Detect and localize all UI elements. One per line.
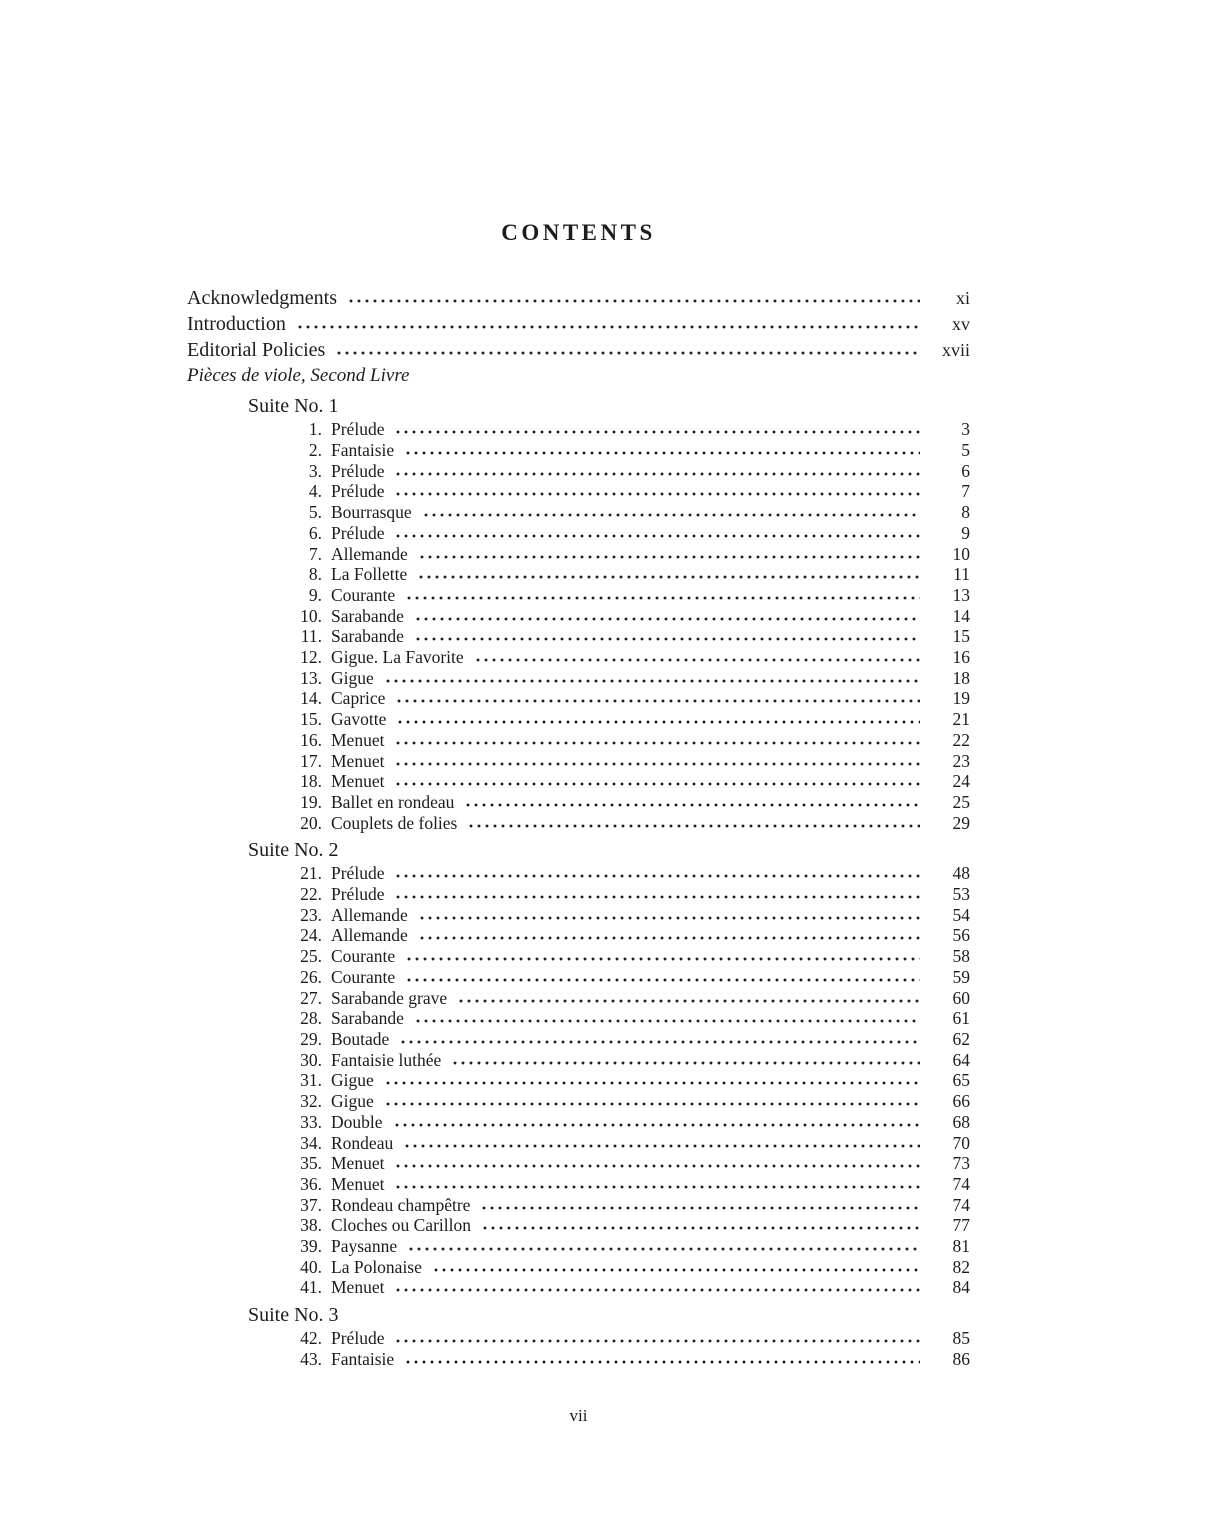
entry-page-number: 65 (952, 1070, 970, 1091)
entry-page-number: 8 (961, 502, 970, 523)
entry-title: Rondeau champêtre (331, 1194, 471, 1215)
suite-section (187, 393, 970, 833)
dot-leader (294, 324, 920, 330)
entry-title: Allemande (331, 543, 408, 564)
entry-label: Introduction (187, 313, 286, 336)
entry-number: 40. (300, 1256, 322, 1277)
entry-number: 6. (308, 522, 322, 543)
dot-leader (416, 554, 920, 560)
toc-entry (187, 792, 970, 813)
entry-title: La Polonaise (331, 1256, 422, 1277)
entry-page-number: 62 (952, 1028, 970, 1049)
dot-leader (420, 512, 920, 518)
entry-number: 25. (300, 946, 322, 967)
entry-number: 3. (308, 460, 322, 481)
entry-number: 20. (300, 812, 322, 833)
toc-entry (187, 647, 970, 668)
dot-leader (405, 1246, 920, 1252)
entry-label: Acknowledgments (187, 287, 337, 310)
entry-page-number: 21 (952, 709, 970, 730)
entry-number: 38. (300, 1215, 322, 1236)
entry-title: Prélude (331, 863, 385, 884)
dot-leader (392, 471, 920, 477)
toc-entry (187, 585, 970, 606)
entry-number: 31. (300, 1070, 322, 1091)
toc-entry (187, 688, 970, 709)
dot-leader (391, 1122, 920, 1128)
toc-entry (187, 544, 970, 565)
entry-page-number: xvii (941, 340, 970, 361)
entry-page-number: 85 (952, 1328, 970, 1349)
suite-items (187, 863, 970, 1298)
entry-page-number: 73 (952, 1153, 970, 1174)
toc-entry (187, 771, 970, 792)
toc-entry (187, 967, 970, 988)
entry-title: Prélude (331, 460, 385, 481)
entry-page-number: 13 (952, 584, 970, 605)
entry-number: 8. (308, 564, 322, 585)
dot-leader (345, 298, 920, 304)
dot-leader (392, 1184, 920, 1190)
entry-number: 24. (300, 925, 322, 946)
entry-page-number: 19 (952, 688, 970, 709)
dot-leader (382, 678, 920, 684)
entry-page-number: 23 (952, 750, 970, 771)
entry-title: Couplets de folies (331, 812, 458, 833)
dot-leader (392, 781, 920, 787)
entry-title: Courante (331, 966, 396, 987)
dot-leader (401, 1143, 920, 1149)
entry-title: Prélude (331, 522, 385, 543)
dot-leader (412, 1018, 920, 1024)
toc-entry (187, 1070, 970, 1091)
toc-entry (187, 564, 970, 585)
toc-entry (187, 730, 970, 751)
entry-title: Boutade (331, 1028, 390, 1049)
entry-number: 26. (300, 966, 322, 987)
toc-entry (187, 709, 970, 730)
entry-page-number: 29 (952, 812, 970, 833)
entry-number: 42. (300, 1328, 322, 1349)
dot-leader (397, 1039, 920, 1045)
suite-heading: Suite No. 1 (248, 395, 339, 418)
entry-number: 43. (300, 1348, 322, 1369)
entry-page-number: 10 (952, 543, 970, 564)
entry-number: 11. (300, 626, 322, 647)
toc-entry (187, 1008, 970, 1029)
entry-number: 28. (300, 1008, 322, 1029)
entry-number: 2. (308, 440, 322, 460)
toc-entry (187, 905, 970, 926)
entry-page-number: 77 (952, 1215, 970, 1236)
entry-title: Menuet (331, 1277, 385, 1298)
dot-leader (403, 977, 920, 983)
entry-title: Fantaisie (331, 440, 395, 460)
dot-leader (333, 350, 920, 356)
dot-leader (392, 740, 920, 746)
toc-entry (187, 1195, 970, 1216)
entry-title: Menuet (331, 771, 385, 792)
dot-leader (415, 574, 920, 580)
entry-title: Gavotte (331, 709, 387, 730)
entry-title: Gigue (331, 1070, 374, 1091)
entry-title: Menuet (331, 1173, 385, 1194)
entry-page-number: 24 (952, 771, 970, 792)
dot-leader (392, 1163, 920, 1169)
entry-title: Double (331, 1111, 383, 1132)
entry-page-number: 7 (961, 481, 970, 502)
entry-title: Menuet (331, 729, 385, 750)
entry-number: 22. (300, 884, 322, 905)
dot-leader (392, 491, 920, 497)
toc-entry (187, 419, 970, 440)
suites-list (187, 393, 970, 1369)
entry-number: 23. (300, 904, 322, 925)
entry-number: 16. (300, 729, 322, 750)
entry-number: 13. (300, 667, 322, 688)
entry-page-number: xi (955, 288, 970, 309)
toc-entry (187, 606, 970, 627)
entry-number: 21. (300, 863, 322, 884)
toc-entry (187, 863, 970, 884)
entry-page-number: 66 (952, 1091, 970, 1112)
dot-leader (416, 915, 920, 921)
entry-title: Prélude (331, 1328, 385, 1349)
entry-page-number: 70 (952, 1132, 970, 1153)
entry-title: Allemande (331, 904, 408, 925)
toc-entry (187, 1277, 970, 1298)
entry-number: 34. (300, 1132, 322, 1153)
entry-page-number: xv (952, 314, 970, 335)
toc-entry (187, 988, 970, 1009)
entry-page-number: 64 (952, 1049, 970, 1070)
toc-entry (187, 1133, 970, 1154)
entry-number: 19. (300, 791, 322, 812)
dot-leader (478, 1205, 920, 1211)
entry-number: 30. (300, 1049, 322, 1070)
entry-number: 17. (300, 750, 322, 771)
dot-leader (472, 657, 920, 663)
toc-entry (187, 1328, 970, 1349)
toc-entry (187, 523, 970, 544)
entry-page-number: 16 (952, 647, 970, 668)
entry-number: 5. (308, 502, 322, 523)
toc-entry (187, 1029, 970, 1050)
entry-number: 39. (300, 1236, 322, 1257)
entry-title: Ballet en rondeau (331, 791, 455, 812)
dot-leader (449, 1060, 920, 1066)
entry-title: Caprice (331, 688, 386, 709)
page-title: CONTENTS (501, 220, 656, 245)
dot-leader (392, 894, 920, 900)
entry-number: 36. (300, 1173, 322, 1194)
entry-number: 14. (300, 688, 322, 709)
toc-entry (187, 626, 970, 647)
toc-entry (187, 884, 970, 905)
entry-page-number: 25 (952, 791, 970, 812)
dot-leader (479, 1225, 920, 1231)
entry-number: 10. (300, 605, 322, 626)
dot-leader (462, 802, 920, 808)
toc-entry (187, 946, 970, 967)
entry-title: Cloches ou Carillon (331, 1215, 471, 1236)
dot-leader (392, 1287, 920, 1293)
entry-title: Paysanne (331, 1236, 398, 1257)
entry-title: Sarabande (331, 1008, 404, 1029)
entry-page-number: 14 (952, 605, 970, 626)
entry-page-number: 60 (952, 987, 970, 1008)
suite-items (187, 1328, 970, 1369)
entry-title: Gigue (331, 667, 374, 688)
entry-number: 1. (308, 419, 322, 440)
entry-page-number: 48 (952, 863, 970, 884)
entry-label: Editorial Policies (187, 339, 326, 362)
entry-number: 7. (308, 543, 322, 564)
entry-page-number: 74 (952, 1194, 970, 1215)
front-matter-entry (187, 311, 970, 337)
toc-entry (187, 668, 970, 689)
dot-leader (382, 1080, 920, 1086)
dot-leader (402, 450, 920, 456)
entry-page-number: 58 (952, 946, 970, 967)
entry-number: 41. (300, 1277, 322, 1298)
dot-leader (392, 761, 920, 767)
toc-entry (187, 1174, 970, 1195)
entry-page-number: 9 (961, 522, 970, 543)
entry-number: 27. (300, 987, 322, 1008)
entry-title: Fantaisie (331, 1348, 395, 1369)
dot-leader (392, 1338, 920, 1344)
work-title: Pièces de viole, Second Livre (187, 365, 410, 387)
entry-page-number: 5 (961, 440, 970, 460)
entry-title: Courante (331, 946, 396, 967)
entry-page-number: 59 (952, 966, 970, 987)
suite-heading: Suite No. 2 (248, 839, 339, 862)
entry-number: 37. (300, 1194, 322, 1215)
entry-title: Gigue. La Favorite (331, 647, 464, 668)
front-matter-list (187, 285, 970, 363)
entry-title: La Follette (331, 564, 408, 585)
entry-page-number: 61 (952, 1008, 970, 1029)
entry-page-number: 22 (952, 729, 970, 750)
entry-number: 35. (300, 1153, 322, 1174)
dot-leader (430, 1267, 920, 1273)
dot-leader (392, 533, 920, 539)
toc-entry (187, 1349, 970, 1370)
entry-number: 4. (308, 481, 322, 502)
dot-leader (403, 956, 920, 962)
dot-leader (455, 998, 920, 1004)
toc-entry (187, 1050, 970, 1071)
entry-number: 33. (300, 1111, 322, 1132)
dot-leader (403, 595, 920, 601)
entry-page-number: 68 (952, 1111, 970, 1132)
entry-title: Allemande (331, 925, 408, 946)
toc-entry (187, 1236, 970, 1257)
entry-title: Rondeau (331, 1132, 394, 1153)
toc-entry (187, 1153, 970, 1174)
entry-title: Prélude (331, 481, 385, 502)
entry-page-number: 6 (961, 460, 970, 481)
dot-leader (392, 873, 920, 879)
toc-entry (187, 751, 970, 772)
front-matter-entry (187, 337, 970, 363)
entry-title: Courante (331, 584, 396, 605)
toc-entry (187, 440, 970, 461)
dot-leader (412, 616, 920, 622)
entry-title: Menuet (331, 1153, 385, 1174)
dot-leader (392, 429, 920, 435)
entry-page-number: 84 (952, 1277, 970, 1298)
entry-page-number: 54 (952, 904, 970, 925)
entry-title: Sarabande (331, 605, 404, 626)
dot-leader (382, 1101, 920, 1107)
toc-entry (187, 925, 970, 946)
entry-number: 18. (300, 771, 322, 792)
dot-leader (393, 698, 920, 704)
entry-title: Fantaisie luthée (331, 1049, 442, 1070)
toc-entry (187, 1215, 970, 1236)
entry-page-number: 82 (952, 1256, 970, 1277)
entry-page-number: 18 (952, 667, 970, 688)
entry-number: 12. (300, 647, 322, 668)
toc-entry (187, 461, 970, 482)
entry-number: 9. (308, 584, 322, 605)
toc-entry (187, 813, 970, 834)
entry-title: Menuet (331, 750, 385, 771)
front-matter-entry (187, 285, 970, 311)
toc-content (187, 220, 970, 1370)
entry-page-number: 74 (952, 1173, 970, 1194)
entry-page-number: 56 (952, 925, 970, 946)
entry-page-number: 3 (961, 419, 970, 440)
toc-entry (187, 1112, 970, 1133)
entry-title: Sarabande (331, 626, 404, 647)
entry-page-number: 53 (952, 884, 970, 905)
entry-page-number: 11 (953, 564, 970, 585)
toc-entry (187, 502, 970, 523)
entry-title: Prélude (331, 884, 385, 905)
suite-section (187, 1302, 970, 1369)
entry-page-number: 86 (952, 1348, 970, 1369)
entry-page-number: 81 (952, 1236, 970, 1257)
toc-entry (187, 1091, 970, 1112)
entry-title: Sarabande grave (331, 987, 448, 1008)
entry-title: Bourrasque (331, 502, 412, 523)
entry-title: Gigue (331, 1091, 374, 1112)
dot-leader (416, 935, 920, 941)
suite-items (187, 419, 970, 833)
entry-number: 29. (300, 1028, 322, 1049)
entry-title: Prélude (331, 419, 385, 440)
entry-number: 32. (300, 1091, 322, 1112)
toc-entry (187, 1257, 970, 1278)
toc-entry (187, 481, 970, 502)
entry-number: 15. (300, 709, 322, 730)
dot-leader (412, 636, 920, 642)
suite-heading: Suite No. 3 (248, 1304, 339, 1327)
entry-page-number: 15 (952, 626, 970, 647)
dot-leader (394, 719, 920, 725)
folio-page-number: vii (569, 1406, 588, 1425)
dot-leader (402, 1359, 920, 1365)
suite-section (187, 837, 970, 1298)
dot-leader (465, 823, 920, 829)
